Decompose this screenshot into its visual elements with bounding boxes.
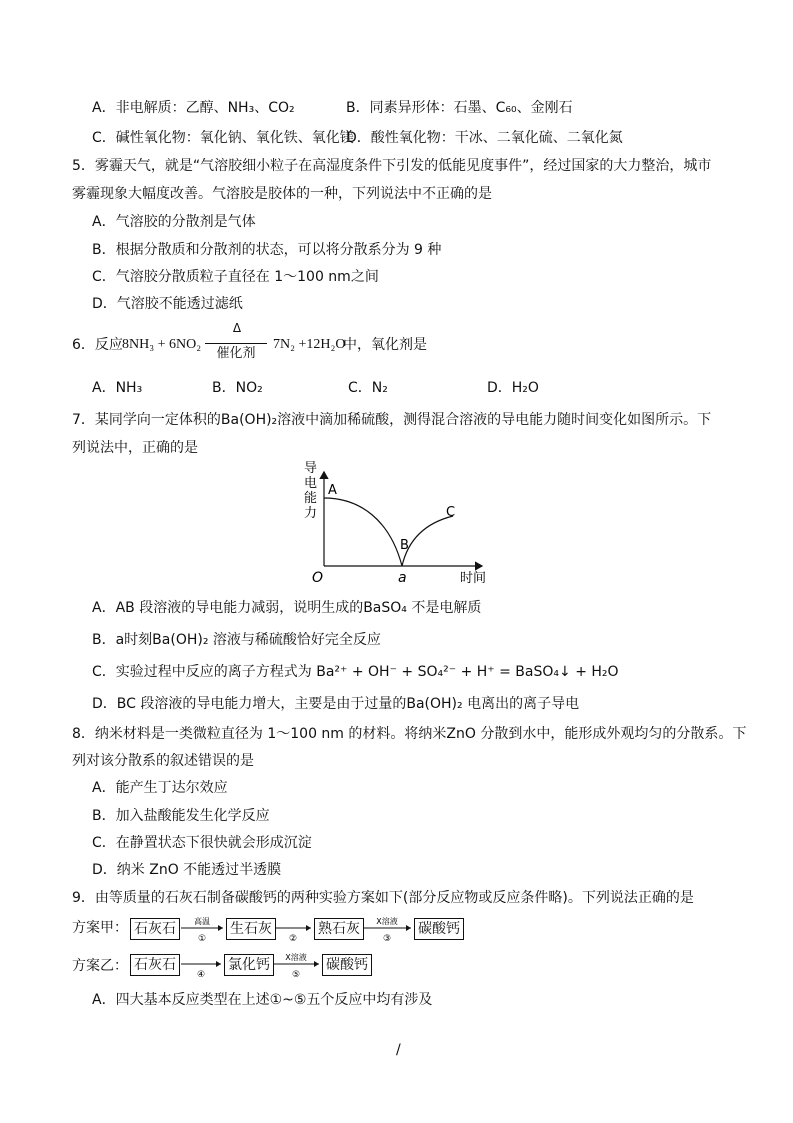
q8-stem-line2: 列对该分散系的叙述错误的是 (72, 753, 254, 769)
q7-option-c: C．实验过程中反应的离子方程式为 Ba²⁺ + OH⁻ + SO₄²⁻ + H⁺ = BaSO₄↓ + H₂O (92, 664, 619, 680)
q9-plan-a-arrow-2-bottom: ② (288, 934, 298, 944)
q9-plan-a-arrow-3-bottom: ③ (382, 934, 392, 944)
q9-plan-a-box-4: 碳酸钙 (414, 918, 464, 940)
point-c-label: C (446, 505, 456, 520)
point-a-label: A (328, 483, 337, 498)
q9-plan-a-label: 方案甲： (72, 920, 128, 936)
q9-plan-a-box-2: 生石灰 (226, 918, 276, 940)
q6-option-b: B．NO₂ (212, 380, 263, 396)
q8-option-c: C．在静置状态下很快就会形成沉淀 (92, 835, 312, 851)
y-label-char-4: 力 (304, 506, 318, 521)
q7-conductivity-graph (290, 460, 500, 588)
q7-option-b: B．a时刻Ba(OH)₂ 溶液与稀硫酸恰好完全反应 (92, 632, 381, 648)
q6-suffix: 中，氧化剂是 (343, 337, 427, 353)
x-mark-a: a (398, 570, 407, 586)
q6-equation-left: 8NH₃ + 6NO₂ (122, 337, 202, 352)
q9-plan-b-box-3: 碳酸钙 (322, 954, 372, 976)
q9-plan-a-box-1: 石灰石 (130, 918, 180, 940)
q5-option-a: A．气溶胶的分散剂是气体 (92, 214, 256, 230)
q9-option-a: A．四大基本反应类型在上述①~⑤五个反应中均有涉及 (92, 992, 433, 1008)
q6-condition-top: Δ (232, 321, 242, 335)
y-label-char-1: 导 (304, 461, 318, 476)
q9-plan-b-arrow-5-top: X溶液 (285, 953, 307, 962)
x-axis-label: 时间 (460, 571, 487, 586)
q9-plan-b-label: 方案乙： (72, 958, 128, 974)
q6-option-c: C．N₂ (348, 380, 388, 396)
q6-option-a: A．NH₃ (92, 380, 143, 396)
q5-stem-line2: 雾霾现象大幅度改善。气溶胶是胶体的一种，下列说法中不正确的是 (72, 186, 492, 202)
q6-equation-arrow (205, 343, 267, 344)
point-b-label: B (400, 538, 409, 553)
q9-plan-a-box-3: 熟石灰 (314, 918, 364, 940)
y-label-char-2: 电 (304, 476, 318, 491)
curve-ab (324, 498, 402, 566)
q7-stem-line2: 列说法中，正确的是 (72, 440, 198, 456)
q4-option-a: A．非电解质：乙醇、NH₃、CO₂ (92, 100, 295, 116)
q7-stem-line1: 7．某同学向一定体积的Ba(OH)₂溶液中滴加稀硫酸，测得混合溶液的导电能力随时间变化如图所示。下 (72, 412, 712, 428)
q5-option-b: B．根据分散质和分散剂的状态，可以将分散系分为 9 种 (92, 242, 442, 258)
q9-plan-a-arrow-1-bottom: ① (197, 934, 207, 944)
q9-plan-b-arrow-5-bottom: ⑤ (291, 970, 301, 980)
q6-prefix: 6．反应 (72, 337, 123, 353)
q6-equation-right: 7N₂ +12H₂O (273, 337, 346, 352)
q9-plan-a-arrow-2 (274, 914, 314, 944)
q4-option-c: C．碱性氧化物：氧化钠、氧化铁、氧化镁 (92, 130, 354, 146)
q4-option-d: D．酸性氧化物：干冰、二氧化硫、二氧化氮 (346, 130, 623, 146)
q4-option-b: B．同素异形体：石墨、C₆₀、金刚石 (346, 100, 573, 116)
q8-option-a: A．能产生丁达尔效应 (92, 780, 228, 796)
q5-option-c: C．气溶胶分散质粒子直径在 1～100 nm之间 (92, 269, 379, 285)
page-mark: / (396, 1042, 401, 1058)
q6-option-d: D．H₂O (487, 380, 539, 396)
q8-option-d: D．纳米 ZnO 不能透过半透膜 (92, 862, 282, 878)
q9-plan-a-arrow-1-top: 高温 (194, 917, 210, 926)
q7-option-a: A．AB 段溶液的导电能力减弱，说明生成的BaSO₄ 不是电解质 (92, 600, 482, 616)
q6-condition-bottom: 催化剂 (216, 346, 256, 361)
q9-plan-b-arrow-4-bottom: ④ (196, 970, 206, 980)
q9-stem: 9．由等质量的石灰石制备碳酸钙的两种实验方案如下(部分反应物或反应条件略)。下列说法正确的是 (72, 890, 694, 906)
q9-plan-b-box-2: 氯化钙 (224, 954, 274, 976)
q9-plan-b-arrow-5 (272, 950, 322, 980)
q5-stem-line1: 5．雾霾天气，就是“气溶胶细小粒子在高湿度条件下引发的低能见度事件”，经过国家的大力整治，城市 (72, 158, 712, 174)
q9-plan-a-arrow-1 (180, 914, 226, 944)
curve-bc (402, 516, 453, 566)
q9-plan-a-arrow-3 (362, 914, 414, 944)
q7-option-d: D．BC 段溶液的导电能力增大，主要是由于过量的Ba(OH)₂ 电离出的离子导电 (92, 696, 580, 712)
q9-plan-a-arrow-3-top: X溶液 (376, 917, 398, 926)
origin-label: O (312, 570, 324, 586)
q9-plan-b-arrow-4 (180, 950, 224, 980)
y-label-char-3: 能 (304, 491, 318, 506)
q9-plan-b-box-1: 石灰石 (130, 954, 180, 976)
q5-option-d: D．气溶胶不能透过滤纸 (92, 296, 243, 312)
q8-option-b: B．加入盐酸能发生化学反应 (92, 808, 270, 824)
q8-stem-line1: 8．纳米材料是一类微粒直径为 1～100 nm 的材料。将纳米ZnO 分散到水中，能形成外观均匀的分散系。下 (72, 726, 747, 742)
